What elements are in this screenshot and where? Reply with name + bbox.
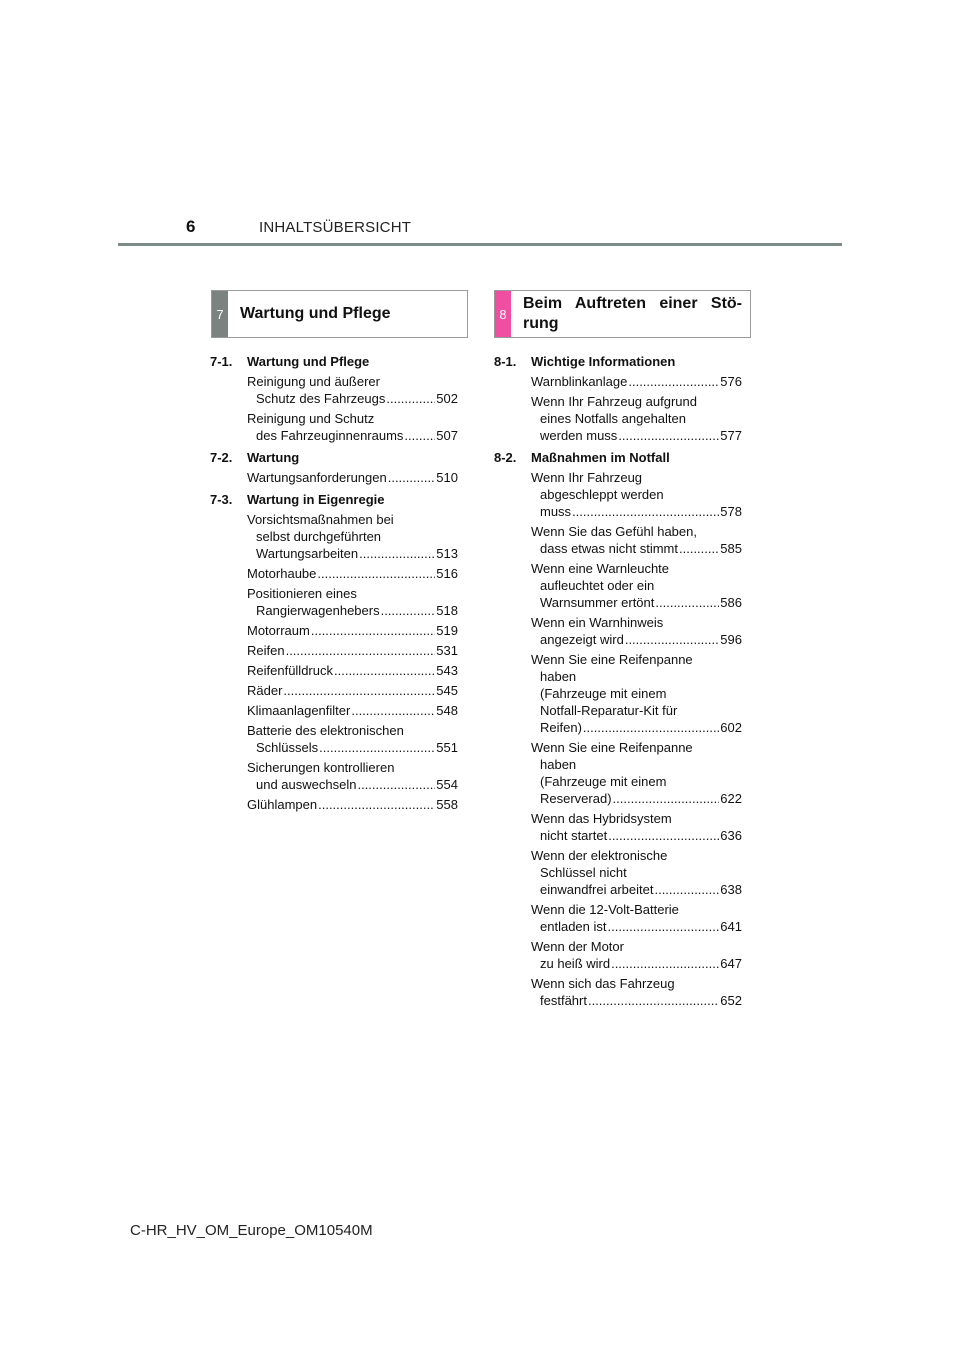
entry-page-number: 622 bbox=[720, 791, 742, 806]
toc-entry[interactable] bbox=[531, 938, 742, 972]
entry-text: einwandfrei arbeitet bbox=[540, 882, 654, 897]
subsection-heading[interactable] bbox=[494, 353, 742, 370]
dot-leader bbox=[583, 719, 719, 736]
toc-subsection bbox=[210, 353, 458, 444]
toc-entry[interactable] bbox=[247, 722, 458, 756]
dot-leader bbox=[351, 702, 435, 719]
subsection-title: Wartung und Pflege bbox=[247, 354, 370, 369]
dot-leader bbox=[319, 739, 435, 756]
subsection-number: 7-3. bbox=[210, 492, 233, 507]
entry-text: Wenn ein Warnhinweis bbox=[531, 615, 664, 630]
dot-leader bbox=[311, 622, 435, 639]
entry-text: Batterie des elektronischen bbox=[247, 723, 404, 738]
entry-text: Schlüssels bbox=[256, 740, 319, 755]
section-title-7: Wartung und Pflege bbox=[240, 305, 391, 322]
toc-entry[interactable] bbox=[247, 682, 458, 699]
entry-page-number: 510 bbox=[436, 470, 458, 485]
header-title: INHALTSÜBERSICHT bbox=[259, 219, 412, 236]
toc-entry[interactable] bbox=[247, 469, 458, 486]
entry-text: Wenn sich das Fahrzeug bbox=[531, 976, 675, 991]
entry-page-number: 502 bbox=[436, 391, 458, 406]
subsection-number: 7-2. bbox=[210, 450, 233, 465]
subsection-number: 7-1. bbox=[210, 354, 233, 369]
toc-entry[interactable] bbox=[247, 642, 458, 659]
dot-leader bbox=[334, 662, 435, 679]
subsection-title: Wichtige Informationen bbox=[531, 354, 676, 369]
subsection-title: Wartung bbox=[247, 450, 300, 465]
entry-text: Wartungsarbeiten bbox=[256, 546, 359, 561]
entry-text: haben bbox=[540, 757, 577, 772]
toc-entry[interactable] bbox=[531, 523, 742, 557]
entry-text: muss bbox=[540, 504, 572, 519]
entry-text: dass etwas nicht stimmt bbox=[540, 541, 678, 556]
entry-page-number: 507 bbox=[436, 428, 458, 443]
toc-entry[interactable] bbox=[531, 614, 742, 648]
toc-entry[interactable] bbox=[531, 901, 742, 935]
entry-text: angezeigt wird bbox=[540, 632, 624, 647]
dot-leader bbox=[613, 790, 720, 807]
toc-entry[interactable] bbox=[247, 702, 458, 719]
toc-entry[interactable] bbox=[531, 847, 742, 898]
entry-page-number: 647 bbox=[720, 956, 742, 971]
entry-text: Glühlampen bbox=[247, 797, 318, 812]
dot-leader bbox=[588, 992, 719, 1009]
toc-entry[interactable] bbox=[247, 796, 458, 813]
entry-text: und auswechseln bbox=[256, 777, 357, 792]
section-title-8: Beim Auftreten einer Stö-rung bbox=[523, 295, 742, 332]
entry-text: Wenn der Motor bbox=[531, 939, 624, 954]
dot-leader bbox=[655, 594, 719, 611]
entry-text: (Fahrzeuge mit einem bbox=[540, 686, 667, 701]
entry-text: entladen ist bbox=[540, 919, 607, 934]
subsection-heading[interactable] bbox=[210, 449, 458, 466]
toc-subsection bbox=[494, 353, 742, 444]
entry-page-number: 554 bbox=[436, 777, 458, 792]
entry-page-number: 558 bbox=[436, 797, 458, 812]
entry-text: Wenn Sie eine Reifenpanne bbox=[531, 652, 693, 667]
entry-page-number: 548 bbox=[436, 703, 458, 718]
entry-text: Wenn Sie eine Reifenpanne bbox=[531, 740, 693, 755]
subsection-number: 8-2. bbox=[494, 450, 517, 465]
dot-leader bbox=[286, 642, 436, 659]
toc-entry[interactable] bbox=[247, 373, 458, 407]
entry-text: nicht startet bbox=[540, 828, 608, 843]
dot-leader bbox=[572, 503, 719, 520]
dot-leader bbox=[359, 545, 435, 562]
toc-column-7 bbox=[210, 353, 458, 818]
entry-text: Motorhaube bbox=[247, 566, 317, 581]
toc-entry[interactable] bbox=[531, 373, 742, 390]
entry-text: Reifenfülldruck bbox=[247, 663, 333, 678]
dot-leader bbox=[357, 776, 435, 793]
entry-text: Wartungsanforderungen bbox=[247, 470, 387, 485]
entry-text: Motorraum bbox=[247, 623, 310, 638]
entry-text: Notfall-Reparatur-Kit für bbox=[540, 703, 678, 718]
section-header-7 bbox=[211, 290, 468, 338]
entry-page-number: 543 bbox=[436, 663, 458, 678]
dot-leader bbox=[608, 827, 719, 844]
toc-entry[interactable] bbox=[531, 469, 742, 520]
section-tab-7: 7 bbox=[212, 291, 228, 337]
entry-text: des Fahrzeuginnenraums bbox=[256, 428, 404, 443]
entry-page-number: 577 bbox=[720, 428, 742, 443]
dot-leader bbox=[608, 918, 720, 935]
entry-page-number: 545 bbox=[436, 683, 458, 698]
toc-entry[interactable] bbox=[247, 565, 458, 582]
entry-text: Warnsummer ertönt bbox=[540, 595, 655, 610]
toc-entry[interactable] bbox=[247, 759, 458, 793]
entry-page-number: 636 bbox=[720, 828, 742, 843]
subsection-heading[interactable] bbox=[210, 353, 458, 370]
entry-text: Wenn das Hybridsystem bbox=[531, 811, 672, 826]
entry-page-number: 518 bbox=[436, 603, 458, 618]
toc-entry[interactable] bbox=[531, 810, 742, 844]
toc-column-8 bbox=[494, 353, 742, 1014]
entry-text: Wenn Ihr Fahrzeug bbox=[531, 470, 643, 485]
subsection-title: Maßnahmen im Notfall bbox=[531, 450, 670, 465]
dot-leader bbox=[611, 955, 719, 972]
entry-text: zu heiß wird bbox=[540, 956, 611, 971]
dot-leader bbox=[628, 373, 719, 390]
toc-entry[interactable] bbox=[531, 739, 742, 807]
dot-leader bbox=[625, 631, 719, 648]
entry-text: aufleuchtet oder ein bbox=[540, 578, 655, 593]
entry-page-number: 551 bbox=[436, 740, 458, 755]
entry-page-number: 576 bbox=[720, 374, 742, 389]
toc-entry[interactable] bbox=[247, 662, 458, 679]
page-number: 6 bbox=[186, 217, 196, 236]
toc-subsection bbox=[494, 449, 742, 1009]
dot-leader bbox=[283, 682, 435, 699]
dot-leader bbox=[679, 540, 719, 557]
entry-text: Wenn Sie das Gefühl haben, bbox=[531, 524, 697, 539]
toc-entry[interactable] bbox=[247, 511, 458, 562]
entry-text: werden muss bbox=[540, 428, 618, 443]
entry-text: haben bbox=[540, 669, 577, 684]
entry-text: Klimaanlagenfilter bbox=[247, 703, 351, 718]
entry-text: abgeschleppt werden bbox=[540, 487, 664, 502]
entry-text: Schutz des Fahrzeugs bbox=[256, 391, 386, 406]
footer-doc-id: C-HR_HV_OM_Europe_OM10540M bbox=[130, 1222, 373, 1239]
entry-text: Positionieren eines bbox=[247, 586, 357, 601]
toc-entry[interactable] bbox=[531, 393, 742, 444]
entry-page-number: 516 bbox=[436, 566, 458, 581]
entry-text: Wenn Ihr Fahrzeug aufgrund bbox=[531, 394, 697, 409]
subsection-title: Wartung in Eigenregie bbox=[247, 492, 385, 507]
toc-entry[interactable] bbox=[531, 975, 742, 1009]
section-tab-8: 8 bbox=[495, 291, 511, 337]
dot-leader bbox=[618, 427, 719, 444]
dot-leader bbox=[381, 602, 436, 619]
dot-leader bbox=[317, 565, 435, 582]
entry-text: Vorsichtsmaßnahmen bei bbox=[247, 512, 394, 527]
entry-text: Reifen) bbox=[540, 720, 582, 735]
subsection-heading[interactable] bbox=[210, 491, 458, 508]
entry-text: Reserverad) bbox=[540, 791, 612, 806]
toc-entry[interactable] bbox=[531, 560, 742, 611]
entry-page-number: 602 bbox=[720, 720, 742, 735]
entry-text: festfährt bbox=[540, 993, 587, 1008]
entry-page-number: 531 bbox=[436, 643, 458, 658]
subsection-heading[interactable] bbox=[494, 449, 742, 466]
entry-page-number: 513 bbox=[436, 546, 458, 561]
entry-text: selbst durchgeführten bbox=[256, 529, 382, 544]
toc-entry[interactable] bbox=[247, 585, 458, 619]
entry-text: Rangierwagenhebers bbox=[256, 603, 380, 618]
entry-page-number: 596 bbox=[720, 632, 742, 647]
entry-text: Reifen bbox=[247, 643, 285, 658]
entry-text: Sicherungen kontrollieren bbox=[247, 760, 395, 775]
dot-leader bbox=[388, 469, 436, 486]
entry-text: Reinigung und äußerer bbox=[247, 374, 380, 389]
entry-text: Räder bbox=[247, 683, 283, 698]
section-header-8 bbox=[494, 290, 751, 338]
dot-leader bbox=[404, 427, 435, 444]
entry-page-number: 585 bbox=[720, 541, 742, 556]
entry-page-number: 652 bbox=[720, 993, 742, 1008]
dot-leader bbox=[386, 390, 435, 407]
entry-page-number: 638 bbox=[720, 882, 742, 897]
dot-leader bbox=[318, 796, 435, 813]
toc-subsection bbox=[210, 449, 458, 486]
subsection-number: 8-1. bbox=[494, 354, 517, 369]
entry-text: Wenn der elektronische bbox=[531, 848, 668, 863]
header-divider bbox=[118, 243, 842, 246]
toc-subsection bbox=[210, 491, 458, 813]
toc-entry[interactable] bbox=[247, 622, 458, 639]
toc-entry[interactable] bbox=[531, 651, 742, 736]
entry-text: Wenn eine Warnleuchte bbox=[531, 561, 670, 576]
toc-entry[interactable] bbox=[247, 410, 458, 444]
dot-leader bbox=[654, 881, 719, 898]
entry-text: Wenn die 12-Volt-Batterie bbox=[531, 902, 679, 917]
entry-text: Warnblinkanlage bbox=[531, 374, 628, 389]
entry-text: eines Notfalls angehalten bbox=[540, 411, 686, 426]
entry-page-number: 519 bbox=[436, 623, 458, 638]
entry-text: Schlüssel nicht bbox=[540, 865, 627, 880]
entry-page-number: 641 bbox=[720, 919, 742, 934]
entry-page-number: 586 bbox=[720, 595, 742, 610]
entry-text: Reinigung und Schutz bbox=[247, 411, 375, 426]
entry-page-number: 578 bbox=[720, 504, 742, 519]
entry-text: (Fahrzeuge mit einem bbox=[540, 774, 667, 789]
